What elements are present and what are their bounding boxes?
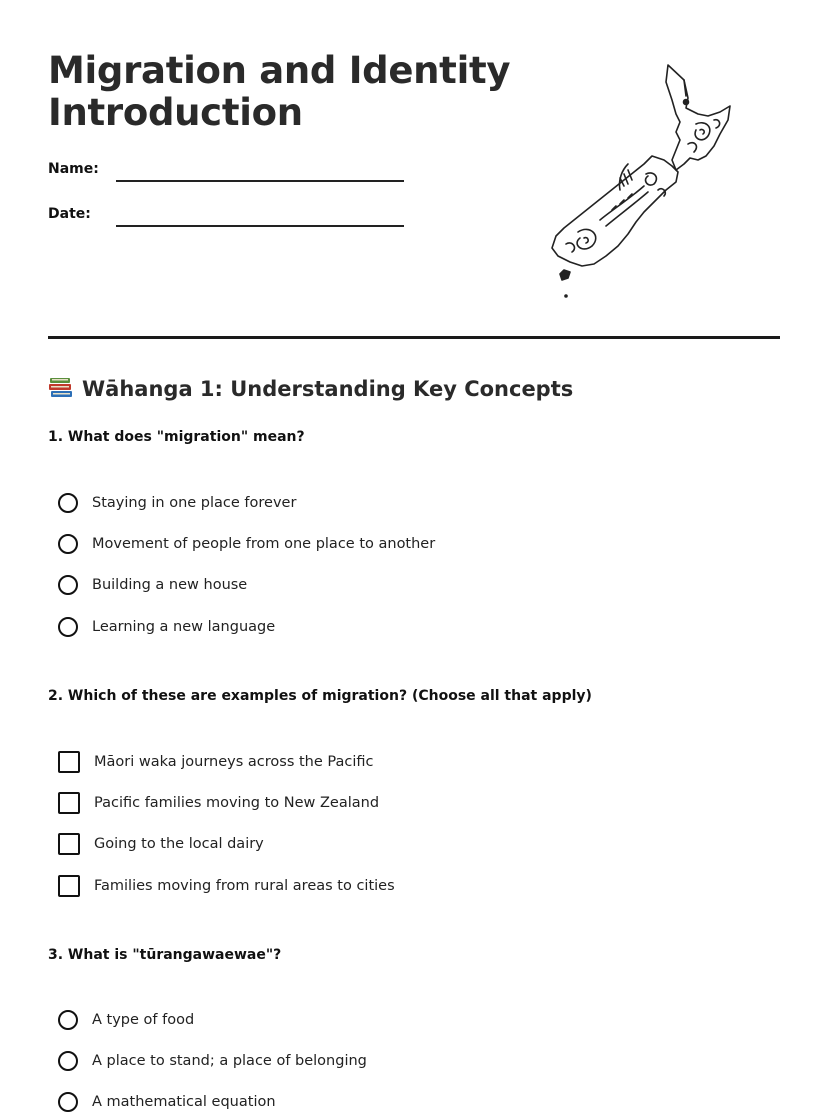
question-2-option-4[interactable]	[58, 873, 395, 899]
checkbox[interactable]	[58, 833, 80, 855]
option-label: Going to the local dairy	[94, 836, 264, 852]
option-label: Staying in one place forever	[92, 495, 297, 511]
option-label: A type of food	[92, 1012, 195, 1028]
section-1-title	[48, 374, 573, 404]
question-2-option-1[interactable]	[58, 749, 373, 775]
question-2-option-3[interactable]	[58, 831, 264, 857]
radio-button[interactable]	[58, 575, 78, 595]
checkbox[interactable]	[58, 875, 80, 897]
title-line-2: Introduction	[48, 91, 303, 134]
radio-button[interactable]	[58, 1092, 78, 1112]
option-label: Learning a new language	[92, 619, 276, 635]
books-icon	[48, 376, 74, 400]
question-1-option-3[interactable]	[58, 572, 247, 598]
header-divider	[48, 336, 780, 339]
radio-button[interactable]	[58, 493, 78, 513]
worksheet-title	[48, 50, 518, 134]
question-3: 3. What is "tūrangawaewae"?	[48, 947, 282, 963]
option-label: Pacific families moving to New Zealand	[94, 795, 380, 811]
date-field[interactable]	[48, 205, 408, 227]
checkbox[interactable]	[58, 751, 80, 773]
name-input-line[interactable]	[116, 180, 404, 182]
radio-button[interactable]	[58, 1051, 78, 1071]
radio-button[interactable]	[58, 617, 78, 637]
date-label: Date:	[48, 206, 91, 222]
worksheet-page	[48, 0, 780, 1118]
checkbox[interactable]	[58, 792, 80, 814]
date-input-line[interactable]	[116, 225, 404, 227]
option-label: A place to stand; a place of belonging	[92, 1053, 367, 1069]
question-2: 2. Which of these are examples of migration? (Choose all that apply)	[48, 688, 592, 704]
question-3-option-2[interactable]	[58, 1048, 367, 1074]
radio-button[interactable]	[58, 1010, 78, 1030]
question-1-option-4[interactable]	[58, 614, 275, 640]
name-label: Name:	[48, 161, 99, 177]
radio-button[interactable]	[58, 534, 78, 554]
option-label: A mathematical equation	[92, 1094, 276, 1110]
question-3-option-3[interactable]	[58, 1089, 276, 1115]
title-line-1: Migration and Identity	[48, 49, 511, 92]
option-label: Families moving from rural areas to cities	[94, 878, 395, 894]
question-1-option-2[interactable]	[58, 531, 435, 557]
question-1: 1. What does "migration" mean?	[48, 429, 305, 445]
new-zealand-map-illustration	[548, 60, 738, 300]
name-field[interactable]	[48, 160, 408, 182]
option-label: Māori waka journeys across the Pacific	[94, 754, 374, 770]
section-1-title-text: Wāhanga 1: Understanding Key Concepts	[82, 377, 574, 401]
option-label: Movement of people from one place to another	[92, 536, 436, 552]
option-label: Building a new house	[92, 577, 248, 593]
question-1-option-1[interactable]	[58, 490, 296, 516]
question-2-option-2[interactable]	[58, 790, 379, 816]
question-3-option-1[interactable]	[58, 1007, 194, 1033]
